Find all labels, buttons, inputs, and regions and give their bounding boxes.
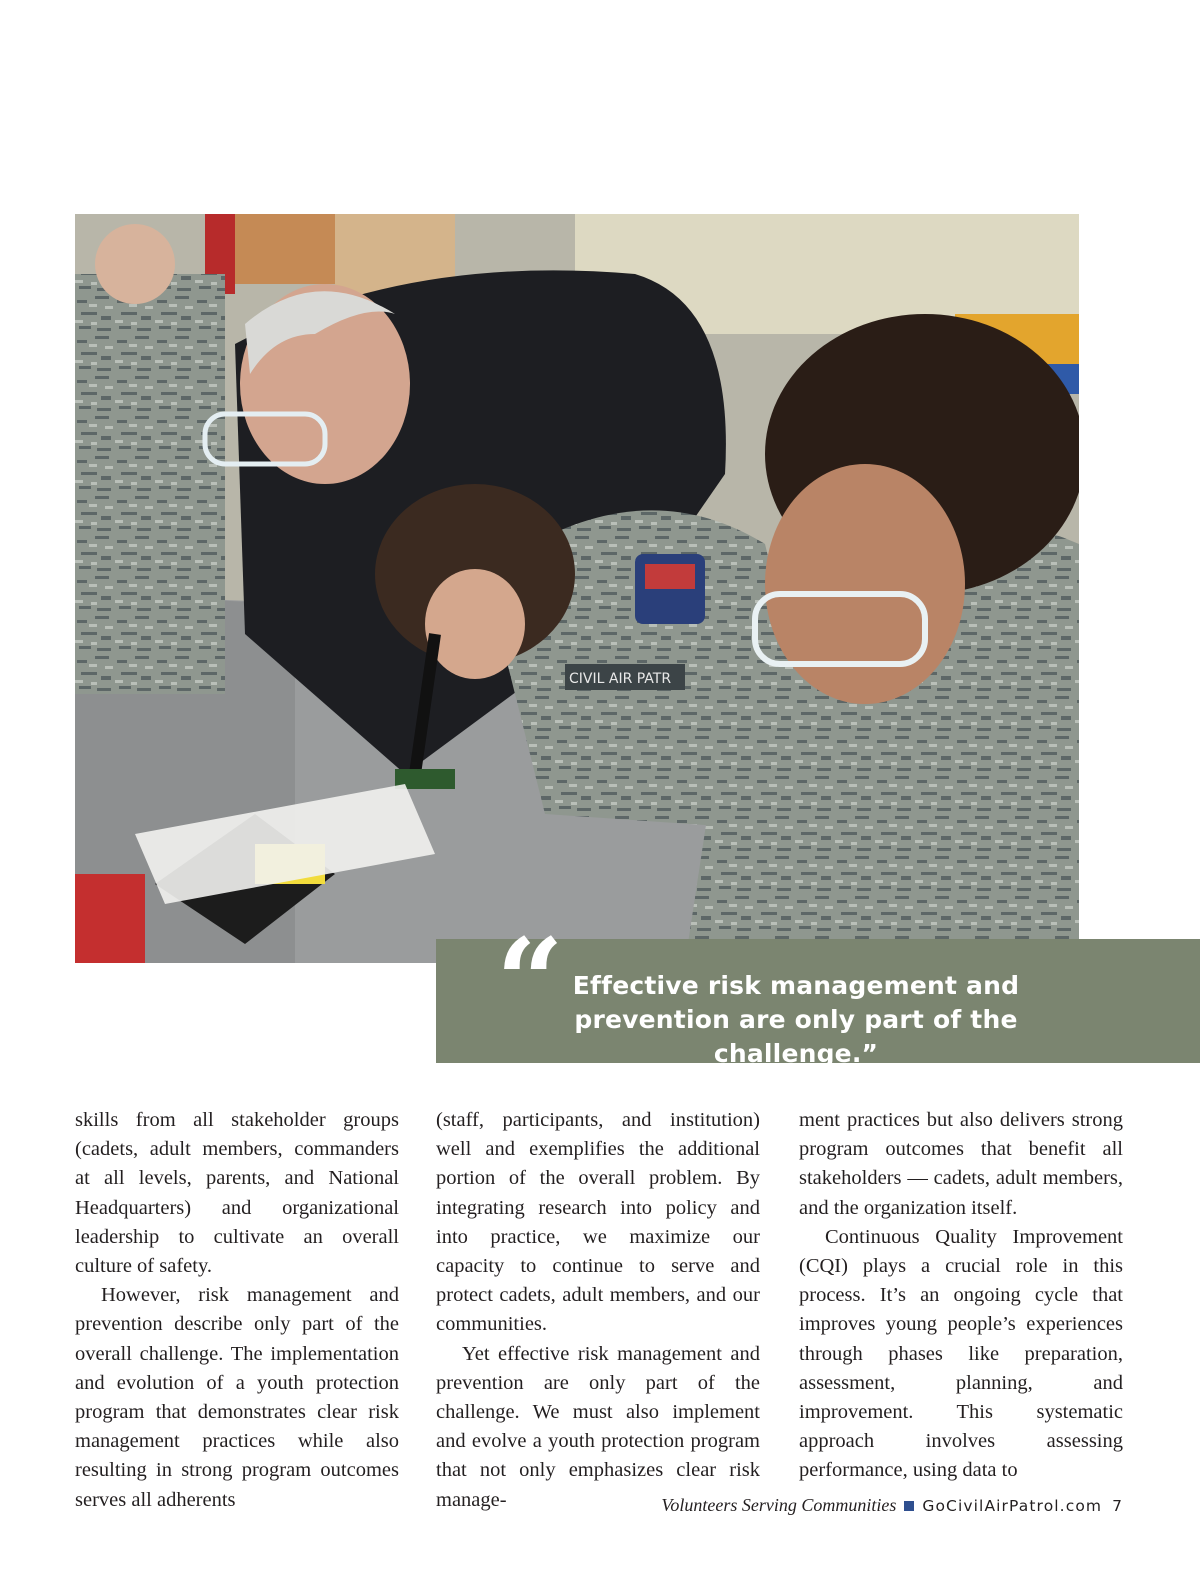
feature-photo xyxy=(75,214,1079,963)
paragraph: Continuous Quality Improvement (CQI) plays a crucial role in this process. It’s an ongoing cycle that improves young people’s experiences through phases like preparation, assessment, planning, and improvement. This systematic approach involves assessing performance, using data to xyxy=(799,1225,1123,1482)
paragraph: ment practices but also delivers strong program outcomes that benefit all stakeholders — cadets, adult members, and the organization itself. xyxy=(799,1109,1123,1219)
text-column-3 xyxy=(799,1106,1123,1486)
paragraph: However, risk management and prevention describe only part of the overall challenge. The implementation and evolution of a youth protection program that demonstrates clear risk management practices while also resulting in strong program outcomes serves all adherents xyxy=(75,1284,399,1511)
pull-quote-text: Effective risk management and prevention are only part of the challenge.” xyxy=(572,971,1020,1068)
text-column-2 xyxy=(436,1106,760,1515)
paragraph: Yet effective risk management and prevention are only part of the challenge. We must also implement and evolve a youth protection program that not only emphasizes clear risk manage- xyxy=(436,1342,760,1511)
text-column-1 xyxy=(75,1106,399,1515)
square-bullet-icon xyxy=(904,1501,914,1511)
footer-website: GoCivilAirPatrol.com xyxy=(922,1496,1103,1515)
pull-quote xyxy=(436,912,1200,1068)
page-number: 7 xyxy=(1112,1496,1122,1515)
footer-tagline: Volunteers Serving Communities xyxy=(661,1495,897,1515)
quote-mark-icon: “ xyxy=(496,912,564,1051)
page-footer xyxy=(661,1495,1122,1516)
paragraph: (staff, participants, and institution) well and exemplifies the additional portion of the overall problem. By integrating research into policy and into practice, we maximize our capacity to continue to serve and protect cadets, adult members, and our communities. xyxy=(436,1109,760,1336)
photo-illustration xyxy=(75,214,1079,963)
paragraph: skills from all stakeholder groups (cadets, adult members, commanders at all levels, parents, and National Headquarters) and organizational leadership to cultivate an overall culture of safety. xyxy=(75,1109,399,1278)
svg-text:CIVIL AIR PATR: CIVIL AIR PATR xyxy=(569,671,672,687)
